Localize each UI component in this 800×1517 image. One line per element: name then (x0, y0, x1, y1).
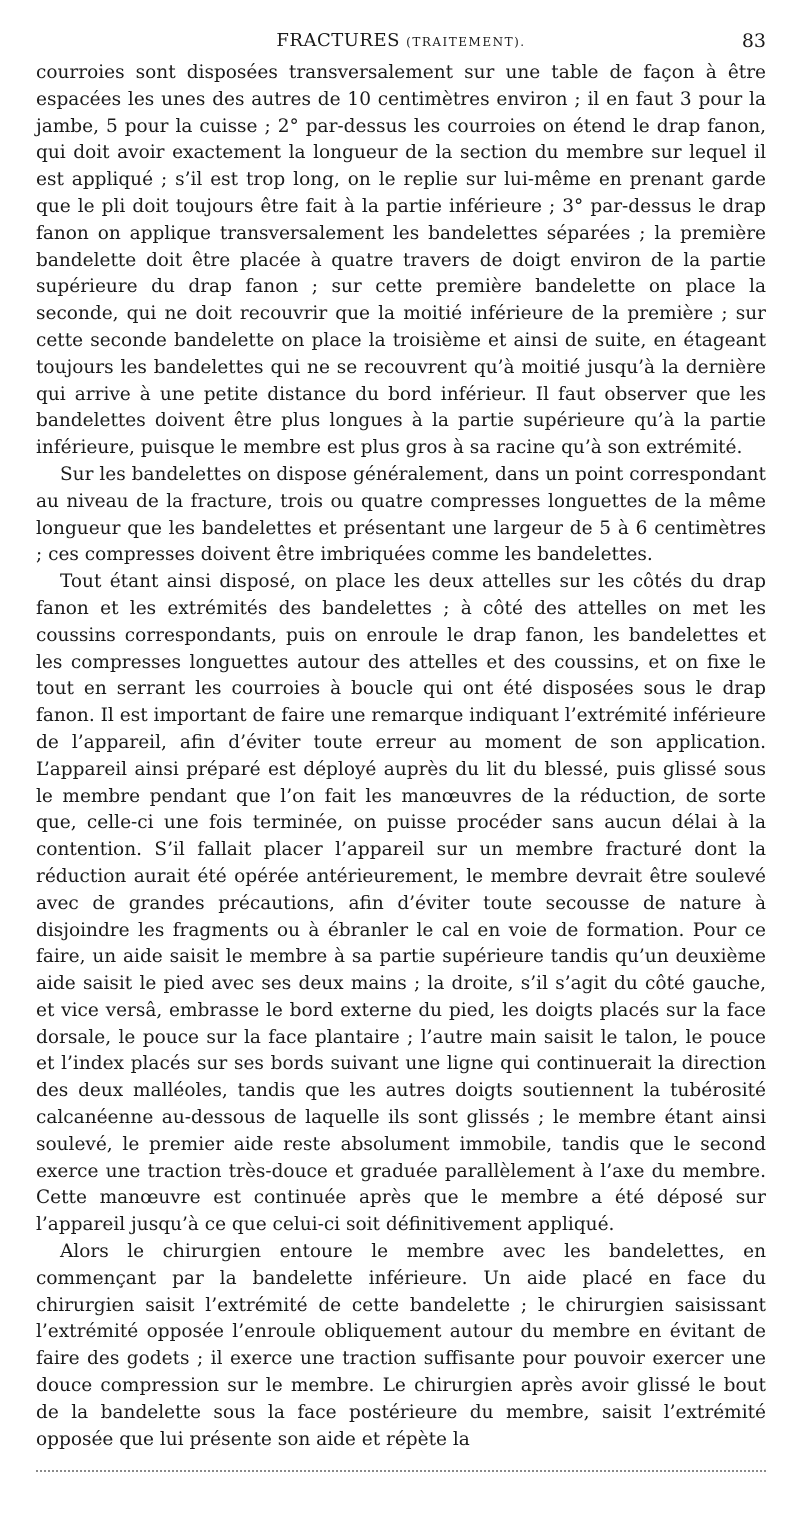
paragraph-1: courroies sont disposées transversalement sur une table de façon à être espacées les unes des autres de 10 centimètres environ ; il en faut 3 pour la jambe, 5 pour la cuisse ; 2° par-dessus les courroies on étend le drap fanon, qui doit avoir exactement la longueur de la section du membre sur lequel il est appliqué ; s’il est trop long, on le replie sur lui-même en prenant garde que le pli doit toujours être fait à la partie inférieure ; 3° par-dessus le drap fanon on applique transversalement les bandelettes séparées ; la première bandelette doit être placée à quatre travers de doigt environ de la partie supérieure du drap fanon ; sur cette première bandelette on place la seconde, qui ne doit recouvrir que la moitié inférieure de la première ; sur cette seconde bandelette on place la troisième et ainsi de suite, en étageant toujours les bandelettes qui ne se recouvrent qu’à moitié jusqu’à la dernière qui arrive à une petite distance du bord inférieur. Il faut observer que les bandelettes doivent être plus longues à la partie supérieure qu’à la partie inférieure, puisque le membre est plus gros à sa racine qu’à son extrémité. (36, 62, 766, 459)
page-number: 83 (741, 30, 766, 52)
paragraph-2: Sur les bandelettes on dispose généralement, dans un point correspondant au niveau de la fracture, trois ou quatre compresses longuettes de la même longueur que les bandelettes et présentant une largeur de 5 à 6 centimètres ; ces compresses doivent être imbriquées comme les bandelettes. (36, 463, 766, 566)
paragraph-3: Tout étant ainsi disposé, on place les deux attelles sur les côtés du drap fanon et les extrémités des bandelettes ; à côté des attelles on met les coussins correspondants, puis on enroule le drap fanon, les bandelettes et les compresses longuettes autour des attelles et des coussins, et on fixe le tout en serrant les courroies à boucle qui ont été disposées sous le drap fanon. Il est important de faire une remarque indiquant l’extrémité inférieure de l’appareil, afin d’éviter toute erreur au moment de son application. L’appareil ainsi préparé est déployé auprès du lit du blessé, puis glissé sous le membre pendant que l’on fait les manœuvres de la réduction, de sorte que, celle-ci une fois terminée, on puisse procéder sans aucun délai à la contention. S’il fallait placer l’appareil sur un membre fracturé dont la réduction aurait été opérée antérieurement, le membre devrait être soulevé avec de grandes précautions, afin d’éviter toute secousse de nature à disjoindre les fragments ou à ébranler le cal en voie de formation. Pour ce faire, un aide saisit le membre à sa partie supérieure tandis qu’un deuxième aide saisit le pied avec ses deux mains ; la droite, s’il s’agit du côté gauche, et vice versâ, embrasse le bord externe du pied, les doigts placés sur la face dorsale, le pouce sur la face plantaire ; l’autre main saisit le talon, le pouce et l’index placés sur ses bords suivant une ligne qui continuerait la direction des deux malléoles, tandis que les autres doigts soutiennent la tubérosité calcanéenne au-dessous de laquelle ils sont glissés ; le membre étant ainsi soulevé, le premier aide reste absolument immobile, tandis que le second exerce une traction très-douce et graduée parallèlement à l’axe du membre. Cette manœuvre est continuée après que le membre a été déposé sur l’appareil jusqu’à ce que celui-ci soit définitivement appliqué. (36, 571, 766, 1236)
book-page (36, 20, 766, 1453)
paragraph-4: Alors le chirurgien entoure le membre avec les bandelettes, en commençant par la bandelette inférieure. Un aide placé en face du chirurgien saisit l’extrémité de cette bandelette ; le chirurgien saisissant l’extrémité opposée l’enroule obliquement autour du membre en évitant de faire des godets ; il exerce une traction suffisante pour pouvoir exercer une douce compression sur le membre. Le chirurgien après avoir glissé le bout de la bandelette sous la face postérieure du membre, saisit l’extrémité opposée que lui présente son aide et répète la (36, 1241, 766, 1450)
footer-dotted-rule (36, 1470, 766, 1476)
running-title-sub: (TRAITEMENT). (406, 35, 526, 49)
running-title-main: FRACTURES (276, 30, 400, 51)
running-title (36, 30, 766, 51)
page-header (36, 20, 766, 60)
body-text (36, 60, 766, 1453)
